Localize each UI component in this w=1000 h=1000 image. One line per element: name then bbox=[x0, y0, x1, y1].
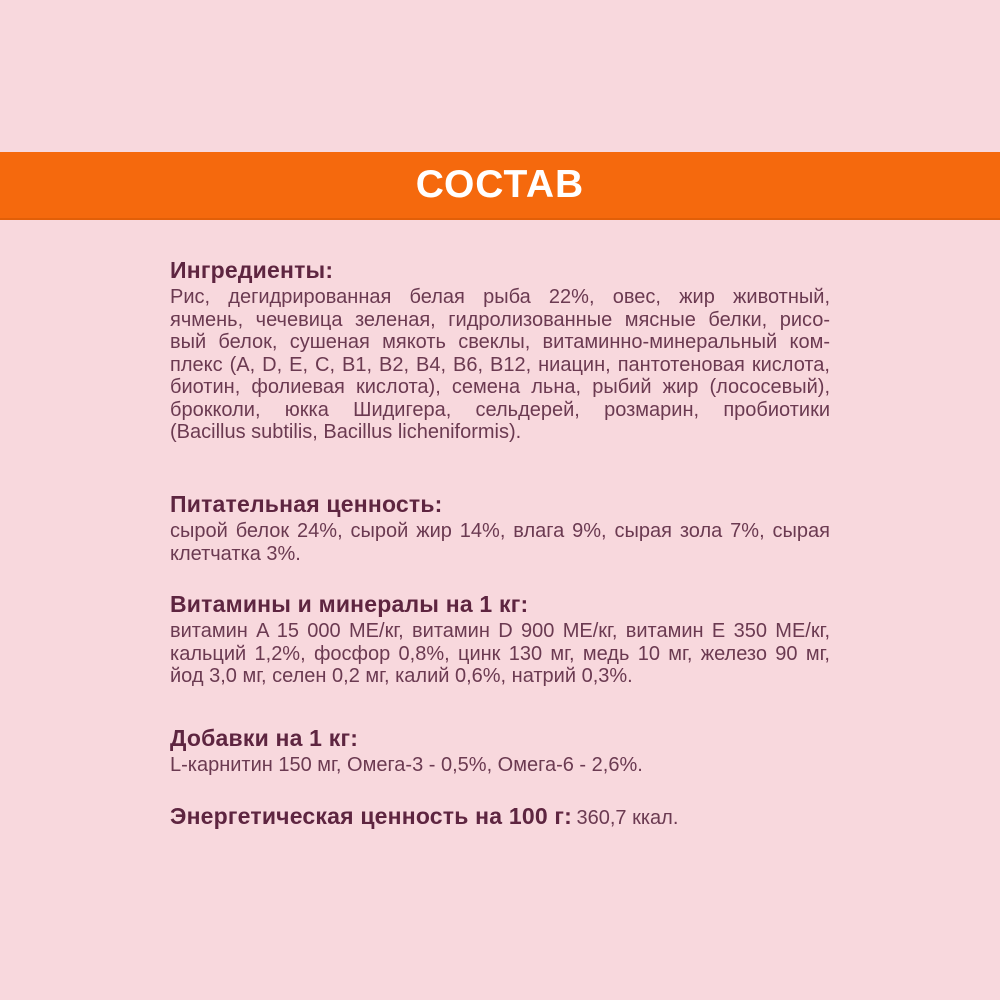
banner-title: СОСТАВ bbox=[415, 162, 585, 206]
text-line: вый белок, сушеная мякоть свеклы, витаминно-минеральный ком- bbox=[170, 331, 830, 353]
section-energy bbox=[170, 802, 830, 834]
section-ingredients bbox=[170, 256, 830, 444]
text-line: клетчатка 3%. bbox=[170, 542, 301, 565]
text-line: биотин, фолиевая кислота), семена льна, рыбий жир (лососевый), bbox=[170, 376, 830, 398]
section-vitamins bbox=[170, 590, 830, 688]
text-line: L-карнитин 150 мг, Омега-3 - 0,5%, Омега-6 - 2,6%. bbox=[170, 754, 643, 776]
nutrition-heading: Питательная ценность: bbox=[170, 491, 443, 517]
text-line: брокколи, юкка Шидигера, сельдерей, розмарин, пробиотики bbox=[170, 398, 830, 421]
nutrition-text bbox=[170, 520, 830, 565]
vitamins-heading: Витамины и минералы на 1 кг: bbox=[170, 591, 529, 617]
ingredients-heading: Ингредиенты: bbox=[170, 257, 334, 283]
section-additives bbox=[170, 724, 830, 777]
text-line: ячмень, чечевица зеленая, гидролизованные мясные белки, рисо- bbox=[170, 308, 830, 331]
text-line: сырой белок 24%, сырой жир 14%, влага 9%, сырая зола 7%, сырая bbox=[170, 520, 830, 542]
text-line: плекс (A, D, E, C, B1, B2, B4, B6, B12, ниацин, пантотеновая кислота, bbox=[170, 353, 830, 376]
text-line: (Bacillus subtilis, Bacillus licheniformis). bbox=[170, 421, 522, 443]
text-line: витамин A 15 000 МЕ/кг, витамин D 900 МЕ/кг, витамин E 350 МЕ/кг, bbox=[170, 620, 830, 642]
vitamins-text bbox=[170, 620, 830, 688]
additives-text bbox=[170, 754, 830, 777]
ingredients-text bbox=[170, 286, 830, 444]
section-nutrition bbox=[170, 490, 830, 565]
text-line: йод 3,0 мг, селен 0,2 мг, калий 0,6%, натрий 0,3%. bbox=[170, 665, 633, 687]
text-line: кальций 1,2%, фосфор 0,8%, цинк 130 мг, медь 10 мг, железо 90 мг, bbox=[170, 642, 830, 665]
text-line: Рис, дегидрированная белая рыба 22%, овес, жир животный, bbox=[170, 286, 830, 308]
energy-heading: Энергетическая ценность на 100 г: bbox=[170, 803, 573, 829]
energy-value: 360,7 ккал. bbox=[576, 807, 679, 829]
additives-heading: Добавки на 1 кг: bbox=[170, 725, 359, 751]
section-banner bbox=[0, 152, 1000, 220]
